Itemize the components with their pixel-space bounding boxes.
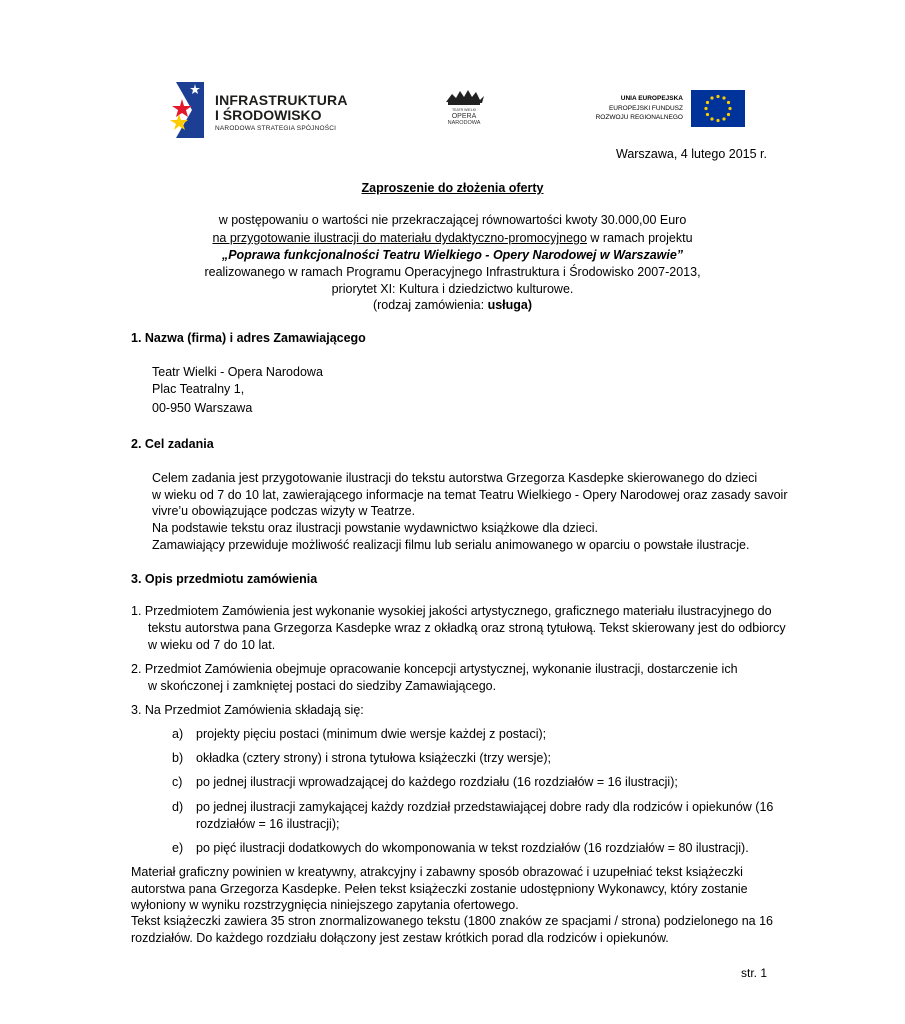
item-c-text: po jednej ilustracji wprowadzającej do każdego rozdziału (16 rozdziałów = 16 ilustracji); <box>196 775 678 789</box>
item-a-letter: a) <box>172 727 184 741</box>
tail-line-4: Tekst książeczki zawiera 35 stron znormalizowanego tekstu (1800 znaków ze spacjami / strona) podzielonego na 16 <box>131 914 773 928</box>
document-title: Zaproszenie do złożenia oferty <box>361 181 544 195</box>
item-a-text: projekty pięciu postaci (minimum dwie wersje każdej z postaci); <box>196 727 547 741</box>
logo-left-subtitle: NARODOWA STRATEGIA SPÓJNOŚCI <box>215 125 337 132</box>
intro-line-5 <box>0 297 905 313</box>
address-line-1: Teatr Wielki - Opera Narodowa <box>152 365 323 379</box>
intro-line-2-rest: w ramach projektu <box>586 231 693 245</box>
intro-line-4: priorytet XI: Kultura i dziedzictwo kulturowe. <box>331 282 574 296</box>
goal-line-5: Zamawiający przewiduje możliwość realizacji filmu lub serialu animowanego w oparciu o powstałe ilustracje. <box>152 538 750 552</box>
page-number: str. 1 <box>740 966 767 980</box>
eu-logo-line3: ROZWOJU REGIONALNEGO <box>595 114 683 121</box>
intro-line-1: w postępowaniu o wartości nie przekraczającej równowartości kwoty 30.000,00 Euro <box>218 213 687 227</box>
point-2-line-1: 2. Przedmiot Zamówienia obejmuje opracowanie koncepcji artystycznej, wykonanie ilustracji, dostarczenie ich <box>131 662 738 676</box>
intro-subject: na przygotowanie ilustracji do materiału dydaktyczno-promocyjnego <box>212 231 587 245</box>
document-date: Warszawa, 4 lutego 2015 r. <box>615 147 767 161</box>
opera-logo-line2: OPERA <box>451 113 477 120</box>
goal-line-3: vivre’u obowiązujące podczas wizyty w Teatrze. <box>152 504 416 518</box>
opera-logo-line3: NARODOWA <box>447 120 481 126</box>
section-3-title: 3. Opis przedmiotu zamówienia <box>131 572 318 586</box>
opera-logo <box>440 88 488 130</box>
point-1-line-3: w wieku od 7 do 10 lat. <box>148 638 276 652</box>
eu-flag-icon <box>691 90 745 127</box>
intro-line-3: realizowanego w ramach Programu Operacyjnego Infrastruktura i Środowisko 2007-2013, <box>204 265 701 279</box>
address-line-3: 00-950 Warszawa <box>152 401 253 415</box>
project-name: „Poprawa funkcjonalności Teatru Wielkiego - Opery Narodowej w Warszawie” <box>221 248 684 262</box>
eu-logo-line2: EUROPEJSKI FUNDUSZ <box>608 105 683 112</box>
item-e-text: po pięć ilustracji dodatkowych do wkomponowania w tekst rozdziałów (16 rozdziałów = 80 ilustracji). <box>196 841 749 855</box>
point-3: 3. Na Przedmiot Zamówienia składają się: <box>131 703 364 717</box>
tail-line-2: autorstwa pana Grzegorza Kasdepke. Pełen tekst książeczki zostanie udostępniony Wykonawcy, który zostanie <box>131 882 748 896</box>
intro-line-2 <box>0 230 905 246</box>
tail-line-3: wyłoniony w wyniku rozstrzygnięcia niniejszego zapytania ofertowego. <box>131 898 519 912</box>
item-b-letter: b) <box>172 751 184 765</box>
tail-line-1: Materiał graficzny powinien w kreatywny, atrakcyjny i zabawny sposób obrazować i uzupełniać tekst książeczki <box>131 865 743 879</box>
item-e-letter: e) <box>172 841 184 855</box>
infrastruktura-logo <box>170 80 360 140</box>
logo-left-title-2: I ŚRODOWISKO <box>215 107 322 123</box>
opera-logo-line1: TEATR WIELKI <box>451 108 477 112</box>
point-1-line-1: 1. Przedmiotem Zamówienia jest wykonanie wysokiej jakości artystycznego, graficznego materiału ilustracyjnego do <box>131 604 772 618</box>
item-c-letter: c) <box>172 775 183 789</box>
goal-line-1: Celem zadania jest przygotowanie ilustracji do tekstu autorstwa Grzegorza Kasdepke skierowanego do dzieci <box>152 471 758 485</box>
address-line-2: Plac Teatralny 1, <box>152 382 245 396</box>
point-1-line-2: tekstu autorstwa pana Grzegorza Kasdepke wraz z okładką oraz stroną tytułową. Tekst skierowany jest do odbiorcy <box>148 621 786 635</box>
eu-logo <box>595 90 745 128</box>
opera-chariot-icon <box>442 88 486 106</box>
logo-left-title-1: INFRASTRUKTURA <box>215 92 348 108</box>
opera-logo-text <box>440 108 488 126</box>
item-d-text-2: rozdziałów = 16 ilustracji); <box>196 817 340 831</box>
section-1-title: 1. Nazwa (firma) i adres Zamawiającego <box>131 331 366 345</box>
tail-line-5: rozdziałów. Do każdego rozdziału dołączony jest zestaw krótkich porad dla rodziców i opiekunów. <box>131 931 669 945</box>
eu-logo-line1: UNIA EUROPEJSKA <box>620 95 683 102</box>
section-2-title: 2. Cel zadania <box>131 437 214 451</box>
item-d-letter: d) <box>172 800 184 814</box>
goal-line-2: w wieku od 7 do 10 lat, zawierającego informacje na temat Teatru Wielkiego - Opery Narodowej oraz zasady savoir <box>152 488 788 502</box>
item-d-text: po jednej ilustracji zamykającej każdy rozdział przedstawiającej dobre rady dla rodziców i opiekunów (16 <box>196 800 774 814</box>
order-type-value: usługa) <box>487 298 533 312</box>
point-2-line-2: w skończonej i zamkniętej postaci do siedziby Zamawiającego. <box>148 679 497 693</box>
order-type-label: (rodzaj zamówienia: <box>372 298 488 312</box>
goal-line-4: Na podstawie tekstu oraz ilustracji powstanie wydawnictwo książkowe dla dzieci. <box>152 521 599 535</box>
item-b-text: okładka (cztery strony) i strona tytułowa książeczki (trzy wersje); <box>196 751 551 765</box>
infrastruktura-emblem-icon <box>170 82 210 138</box>
